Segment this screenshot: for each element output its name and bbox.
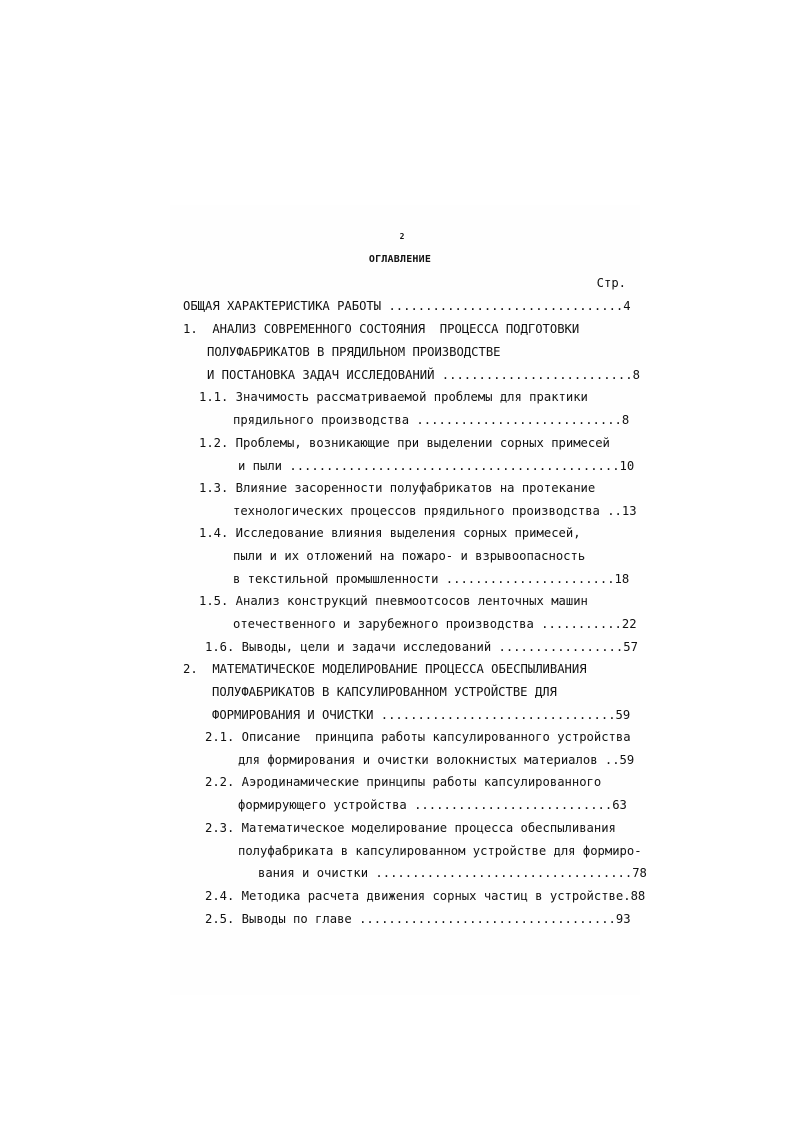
page-number: 2 <box>399 232 405 241</box>
toc-entry: 2.3. Математическое моделирование процесса обеспыливания <box>205 821 616 835</box>
toc-entry: для формирования и очистки волокнистых материалов ..59 <box>238 753 635 767</box>
toc-entry: 1.1. Значимость рассматриваемой проблемы для практики <box>199 390 588 404</box>
toc-entry: 1.3. Влияние засоренности полуфабрикатов на протекание <box>199 481 596 495</box>
toc-entry: и пыли .............................................10 <box>238 459 635 473</box>
toc-entry: 2. МАТЕМАТИЧЕСКОЕ МОДЕЛИРОВАНИЕ ПРОЦЕССА ОБЕСПЫЛИВАНИЯ <box>183 662 587 676</box>
toc-entry: 1.4. Исследование влияния выделения сорных примесей, <box>199 526 581 540</box>
toc-entry: ПОЛУФАБРИКАТОВ В ПРЯДИЛЬНОМ ПРОИЗВОДСТВЕ <box>207 345 501 359</box>
toc-entry: 2.5. Выводы по главе ...................................93 <box>205 912 631 926</box>
page-column-label: Стр. <box>596 276 626 290</box>
toc-entry: 2.2. Аэродинамические принципы работы капсулированного <box>205 775 602 789</box>
toc-entry: 1.6. Выводы, цели и задачи исследований .................57 <box>205 640 638 654</box>
toc-entry: полуфабриката в капсулированном устройстве для формиро- <box>238 844 642 858</box>
toc-entry: 2.1. Описание принципа работы капсулированного устройства <box>205 730 631 744</box>
toc-entry: ФОРМИРОВАНИЯ И ОЧИСТКИ ................................59 <box>212 708 631 722</box>
toc-entry: 1.2. Проблемы, возникающие при выделении сорных примесей <box>199 436 610 450</box>
toc-entry: пыли и их отложений на пожаро- и взрывоопасность <box>233 549 586 563</box>
toc-entry: И ПОСТАНОВКА ЗАДАЧ ИССЛЕДОВАНИЙ ..........................8 <box>207 368 640 382</box>
toc-entry: формирующего устройства ...........................63 <box>238 798 627 812</box>
toc-entry: ПОЛУФАБРИКАТОВ В КАПСУЛИРОВАННОМ УСТРОЙСТВЕ ДЛЯ <box>212 685 557 699</box>
toc-entry: отечественного и зарубежного производства ...........22 <box>233 617 637 631</box>
toc-entry: 1.5. Анализ конструкций пневмоотсосов ленточных машин <box>199 594 588 608</box>
toc-entry: технологических процессов прядильного производства ..13 <box>233 504 637 518</box>
toc-entry: в текстильной промышленности .......................18 <box>233 572 630 586</box>
toc-entry: вания и очистки ...................................78 <box>258 866 647 880</box>
toc-entry: 1. АНАЛИЗ СОВРЕМЕННОГО СОСТОЯНИЯ ПРОЦЕССА ПОДГОТОВКИ <box>183 322 580 336</box>
toc-title: ОГЛАВЛЕНИЕ <box>368 254 432 265</box>
toc-entry: 2.4. Методика расчета движения сорных частиц в устройстве.88 <box>205 889 646 903</box>
toc-entry: ОБЩАЯ ХАРАКТЕРИСТИКА РАБОТЫ ................................4 <box>183 299 631 313</box>
toc-entry: прядильного производства ............................8 <box>233 413 630 427</box>
